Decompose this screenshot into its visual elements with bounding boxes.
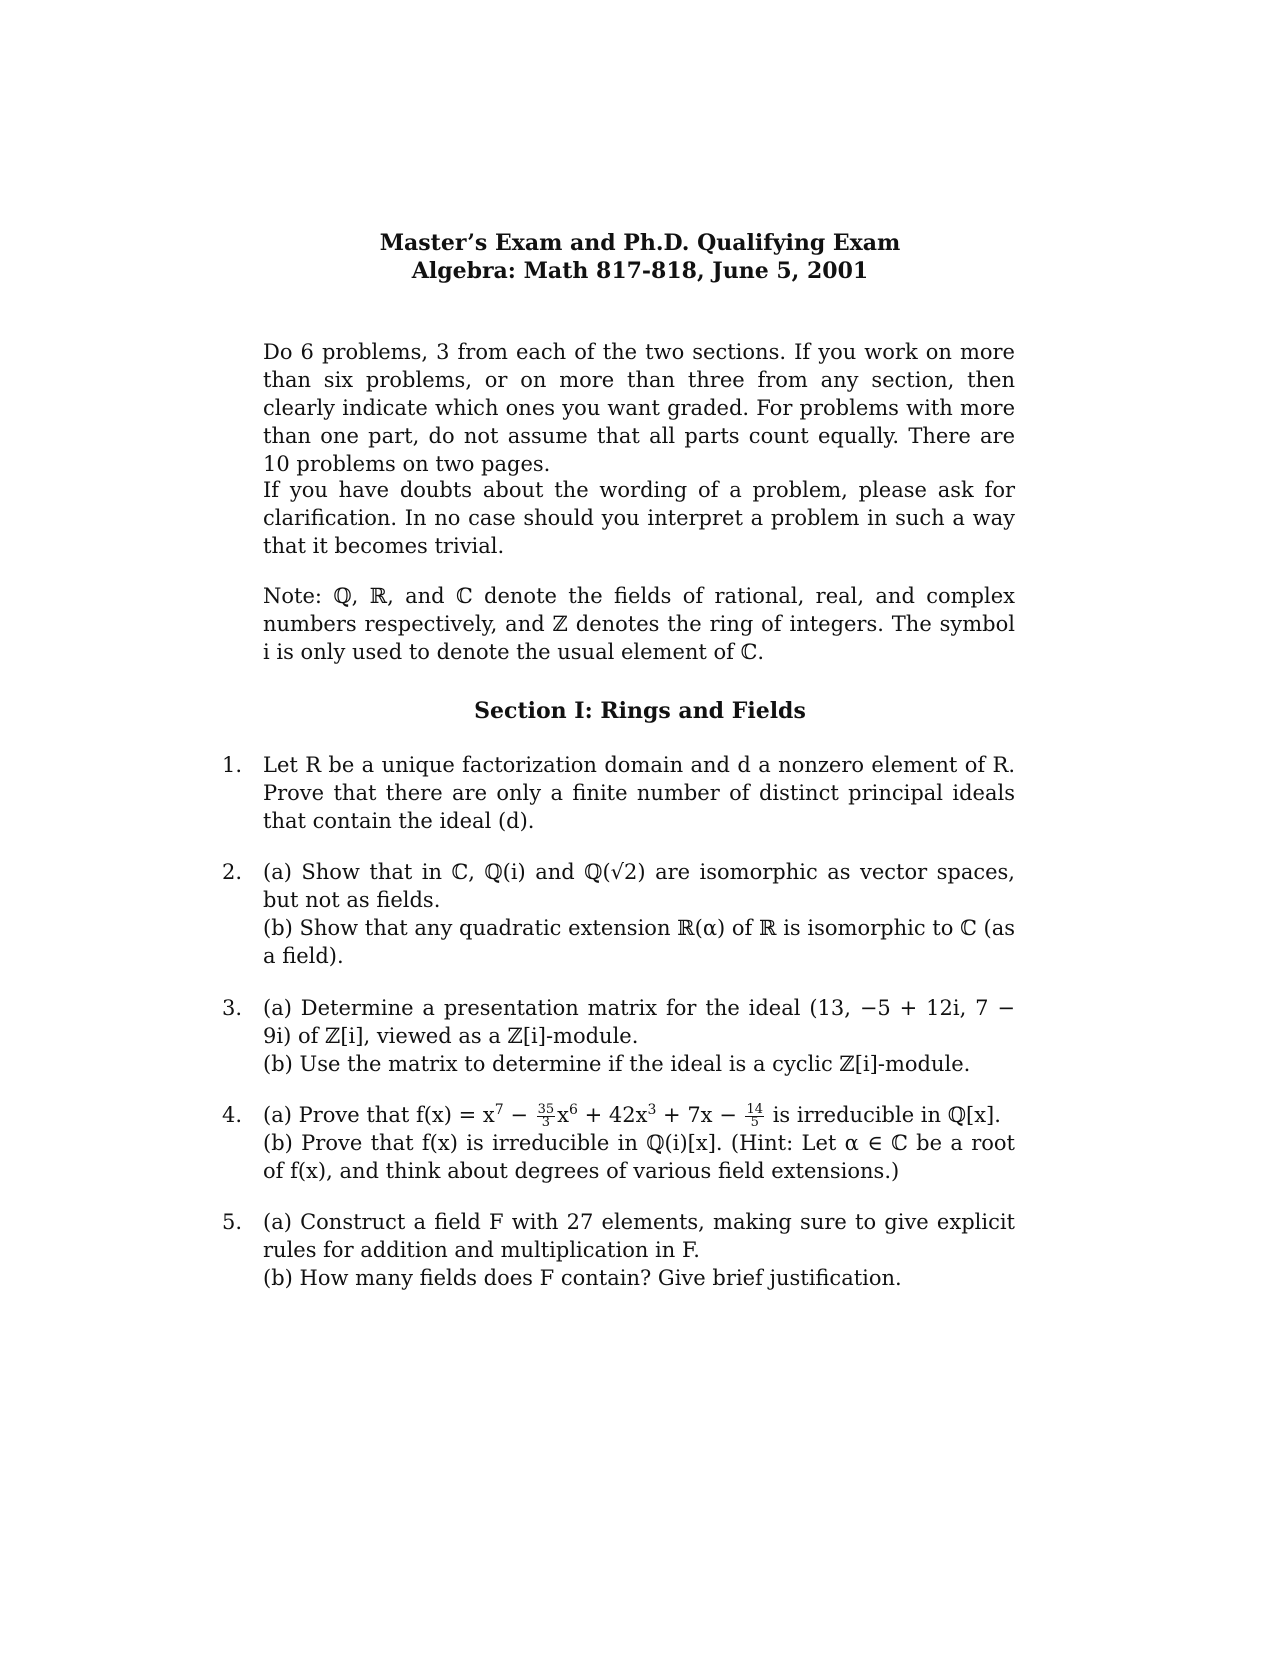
exponent: 7 <box>494 1102 504 1118</box>
text-fragment: x <box>557 1103 570 1127</box>
problem-number: 3. <box>222 996 243 1020</box>
problem-5 <box>222 1208 1015 1292</box>
problem-part-b: (b) Use the matrix to determine if the ideal is a cyclic ℤ[i]-module. <box>263 1052 971 1076</box>
exponent: 3 <box>647 1102 657 1118</box>
fraction-numerator: 14 <box>746 1102 764 1117</box>
fraction <box>745 1104 764 1129</box>
problem-1 <box>222 751 1015 835</box>
problem-part-b: (b) Prove that f(x) is irreducible in ℚ(i)[x]. (Hint: Let α ∈ ℂ be a root of f(x), and think about degrees of various field extensions.) <box>263 1131 1015 1183</box>
section-heading: Section I: Rings and Fields <box>474 698 806 724</box>
problem-number: 5. <box>222 1210 243 1234</box>
problem-number: 1. <box>222 753 243 777</box>
notation-note: Note: ℚ, ℝ, and ℂ denote the fields of rational, real, and complex numbers respectively, and ℤ denotes the ring of integers. The symbol i is only used to denote the usual element of ℂ. <box>263 584 1015 664</box>
problem-text: Let R be a unique factorization domain and d a nonzero element of R. Prove that there are only a finite number of distinct principal ideals that contain the ideal (d). <box>263 753 1015 833</box>
text-fragment: + 42x <box>577 1103 648 1127</box>
problem-part-a: (a) Construct a field F with 27 elements, making sure to give explicit rules for addition and multiplication in F. <box>263 1210 1015 1262</box>
fraction-denominator: 5 <box>750 1115 759 1130</box>
fraction-denominator: 3 <box>541 1115 551 1130</box>
problem-part-a: (a) Show that in ℂ, ℚ(i) and ℚ(√2) are isomorphic as vector spaces, but not as fields. <box>263 860 1015 912</box>
fraction-numerator: 35 <box>537 1102 555 1117</box>
exam-subtitle: Algebra: Math 817-818, June 5, 2001 <box>411 258 869 284</box>
problem-3 <box>222 994 1015 1078</box>
problem-number: 4. <box>222 1103 243 1127</box>
text-fragment: − <box>503 1103 535 1127</box>
problem-part-a <box>263 1101 1015 1129</box>
instructions-paragraph-1: Do 6 problems, 3 from each of the two sections. If you work on more than six problems, or on more than three from any section, then clearly indicate which ones you want graded. For problems with more than one part, do not assume that all parts count equally. There are 10 problems on two pages. <box>263 340 1015 476</box>
problem-part-a: (a) Determine a presentation matrix for the ideal (13, −5 + 12i, 7 − 9i) of ℤ[i], viewed as a ℤ[i]-module. <box>263 996 1015 1048</box>
instructions-paragraph-2: If you have doubts about the wording of a problem, please ask for clarification. In no case should you interpret a problem in such a way that it becomes trivial. <box>263 478 1015 558</box>
text-fragment: is irreducible in ℚ[x]. <box>766 1103 1001 1127</box>
text-fragment: (a) Prove that f(x) = x <box>263 1103 495 1127</box>
problem-4 <box>222 1101 1015 1185</box>
problem-number: 2. <box>222 860 243 884</box>
exponent: 6 <box>569 1102 578 1118</box>
fraction <box>537 1104 556 1129</box>
problem-part-b: (b) How many fields does F contain? Give brief justification. <box>263 1266 902 1290</box>
exam-title: Master’s Exam and Ph.D. Qualifying Exam <box>379 230 901 256</box>
problem-2 <box>222 858 1015 970</box>
text-fragment: + 7x − <box>656 1103 744 1127</box>
problem-part-b: (b) Show that any quadratic extension ℝ(α) of ℝ is isomorphic to ℂ (as a field). <box>263 916 1015 968</box>
